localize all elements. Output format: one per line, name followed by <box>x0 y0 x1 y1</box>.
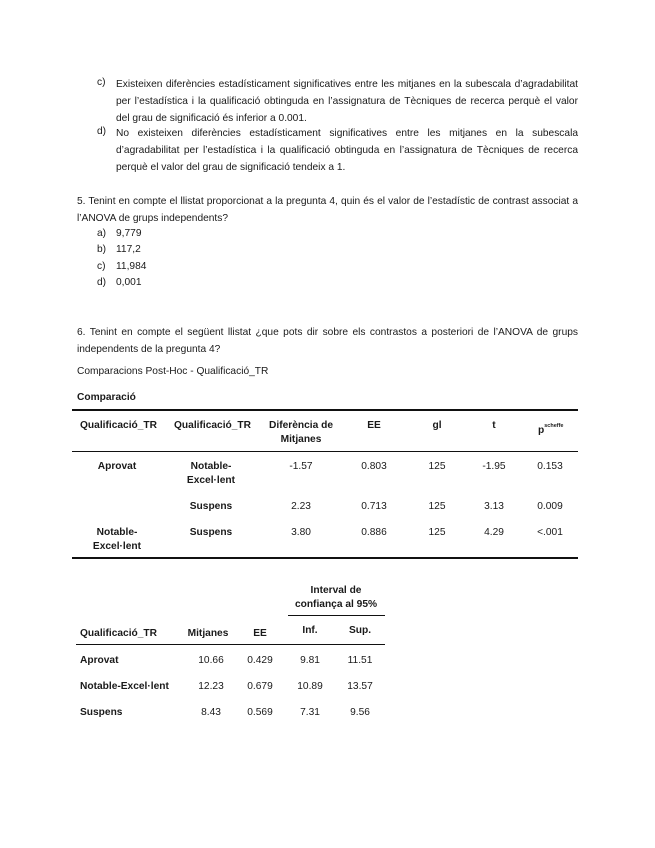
header-group1: Qualificació_TR <box>80 420 157 431</box>
row3-t: 4.29 <box>484 527 504 538</box>
means-row2-lower: 10.89 <box>297 681 323 692</box>
question-5-text: 5. Tenint en compte el llistat proporcionat a la pregunta 4, quin és el valor de l’estadístic de contrast associat a l’ANOVA de grups independents? <box>77 196 578 224</box>
row3-df: 125 <box>428 527 446 538</box>
row1-t: -1.95 <box>482 461 506 472</box>
row3-diff: 3.80 <box>291 527 311 538</box>
row1-se: 0.803 <box>361 461 387 472</box>
row2-se: 0.713 <box>361 501 387 512</box>
row2-diff: 2.23 <box>291 501 311 512</box>
row3-group2: Suspens <box>189 527 233 538</box>
table-bottom-rule <box>72 557 578 559</box>
row3-p: <.001 <box>537 527 563 538</box>
row2-df: 125 <box>428 501 446 512</box>
option-text: Existeixen diferències estadísticament significatives entre les mitjanes en la subescala d’agradabilitat per l’estadística i la qualificació obtinguda en l’assignatura de Tècniques de recerca perquè el valor del grau de significació és inferior a 0.001. <box>116 79 578 124</box>
ci-header-line1: Interval de <box>310 585 362 596</box>
means-row3-upper: 9.56 <box>350 707 370 718</box>
row1-group2-line1: Notable- <box>190 461 232 472</box>
header-t: t <box>492 420 496 431</box>
posthoc-caption: Comparació <box>77 392 136 403</box>
header-diff-line1: Diferència de <box>269 420 333 431</box>
option-label: d) <box>97 126 107 137</box>
row1-df: 125 <box>428 461 446 472</box>
answer-c: c) 11,984 <box>97 261 147 272</box>
posthoc-subtitle: Comparacions Post-Hoc - Qualificació_TR <box>77 366 269 377</box>
means-row1-mean: 10.66 <box>198 655 224 666</box>
header-diff-line2: Mitjanes <box>280 434 322 445</box>
header-se: EE <box>367 420 381 431</box>
option-label: c) <box>97 77 106 88</box>
answer-a: a) 9,779 <box>97 228 142 239</box>
row1-diff: -1.57 <box>289 461 313 472</box>
ci-header-rule <box>288 615 385 616</box>
means-row3-se: 0.569 <box>247 707 273 718</box>
table-header-rule <box>72 451 578 452</box>
row3-group1-line1: Notable- <box>96 527 138 538</box>
means-row1-upper: 11.51 <box>347 655 373 666</box>
option-text: No existeixen diferències estadísticament significatives entre les mitjanes en la subescala d’agradabilitat per l’estadística i la qualificació obtinguda en l’assignatura de Tècniques de recerca perquè el valor del grau de significació tendeix a 1. <box>116 128 578 173</box>
means-row3-mean: 8.43 <box>201 707 221 718</box>
means-header-group: Qualificació_TR <box>80 628 157 639</box>
row3-se: 0.886 <box>361 527 387 538</box>
ci-header-line2: confiança al 95% <box>294 599 378 610</box>
row2-t: 3.13 <box>484 501 504 512</box>
means-row3-lower: 7.31 <box>300 707 320 718</box>
option-d-prev <box>97 126 578 176</box>
header-p: $p^{scheffe}$ <box>538 423 564 436</box>
header-group2: Qualificació_TR <box>174 420 251 431</box>
means-row2-se: 0.679 <box>247 681 273 692</box>
means-row1-group: Aprovat <box>80 655 119 666</box>
means-header-lower: Inf. <box>302 625 318 636</box>
answer-d: d) 0,001 <box>97 277 142 288</box>
row1-group1: Aprovat <box>97 461 137 472</box>
row2-p: 0.009 <box>537 501 563 512</box>
row3-group1-line2: Excel·lent <box>92 541 142 552</box>
means-row3-group: Suspens <box>80 707 123 718</box>
answer-b: b) 117,2 <box>97 244 141 255</box>
means-header-rule <box>76 644 385 645</box>
means-row1-lower: 9.81 <box>300 655 320 666</box>
header-df: gl <box>432 420 442 431</box>
means-header-upper: Sup. <box>348 625 372 636</box>
means-row2-upper: 13.57 <box>347 681 373 692</box>
table-top-rule <box>72 409 578 411</box>
means-header-mean: Mitjanes <box>187 628 229 639</box>
row2-group2: Suspens <box>189 501 233 512</box>
row1-group2-line2: Excel·lent <box>186 475 236 486</box>
option-c-prev <box>97 77 578 127</box>
question-6-text: 6. Tenint en compte el següent llistat ¿que pots dir sobre els contrastos a posteriori de l’ANOVA de grups independents de la pregunta 4? <box>77 327 578 355</box>
means-row2-mean: 12.23 <box>198 681 224 692</box>
means-header-se: EE <box>253 628 267 639</box>
row1-p: 0.153 <box>537 461 563 472</box>
means-row1-se: 0.429 <box>247 655 273 666</box>
means-row2-group: Notable-Excel·lent <box>80 681 169 692</box>
